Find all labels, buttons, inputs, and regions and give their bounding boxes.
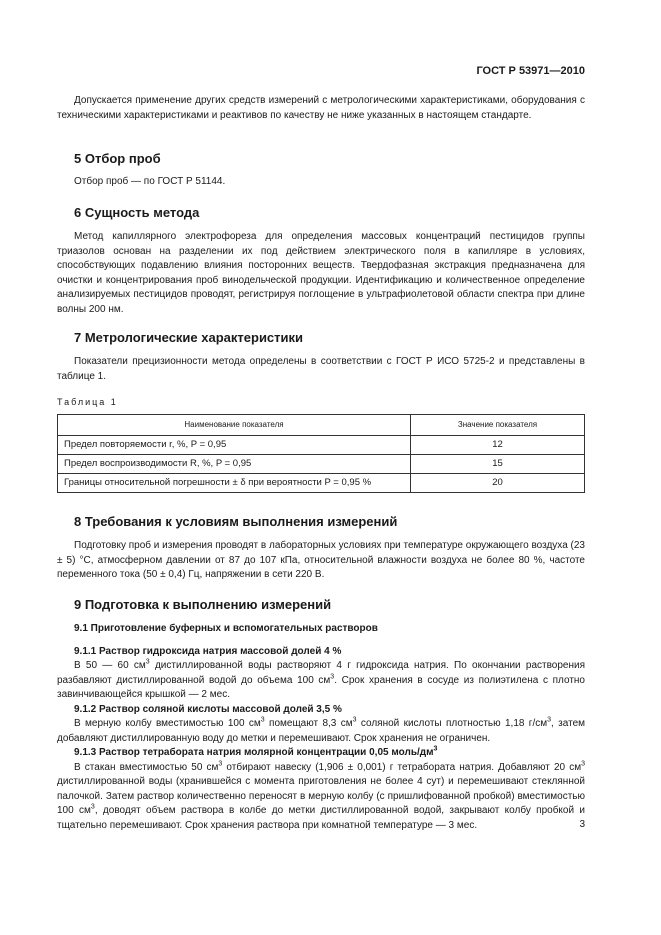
table-cell-name: Границы относительной погрешности ± δ при вероятности P = 0,95 % <box>58 474 411 493</box>
section-7-title: 7 Метрологические характеристики <box>74 330 304 345</box>
table-cell-value: 15 <box>411 455 585 474</box>
table-row <box>58 474 585 493</box>
text-run: 9.1.3 Раствор тетрабората натрия молярной концентрации 0,05 моль/дм <box>74 747 434 758</box>
subsection-9-1-3-title <box>57 746 585 761</box>
text-run: В стакан вместимостью 50 см <box>74 761 219 773</box>
section-9 <box>57 597 585 833</box>
subsection-9-1-2-text <box>57 717 585 746</box>
superscript: 3 <box>218 760 223 768</box>
document-page <box>57 0 585 935</box>
superscript: 3 <box>260 716 265 724</box>
table-header-name: Наименование показателя <box>58 415 411 436</box>
superscript: 3 <box>433 745 438 753</box>
superscript: 3 <box>330 673 335 681</box>
table-1 <box>57 414 585 493</box>
text-run: . Срок хранения в сосуде из полиэтилена с плотно завинчивающейся крышкой — 2 мес. <box>57 674 585 700</box>
table-cell-value: 12 <box>411 436 585 455</box>
text-run: дистиллированной воды растворяют 4 г гидроксида натрия. По окончании растворения разбавляют дистиллированной водой до объема 100 см <box>57 660 585 686</box>
text-run: соляной кислоты плотностью 1,18 г/см <box>356 718 548 729</box>
table-cell-name: Предел повторяемости r, %, P = 0,95 <box>58 436 411 455</box>
section-5-text: Отбор проб — по ГОСТ Р 51144. <box>74 176 226 187</box>
intro-paragraph: Допускается применение других средств измерений с метрологическими характеристиками, оборудования с техническими характеристиками и реактивов по качеству не ниже указанных в настоящем стандарте. <box>57 95 585 121</box>
section-9-title: 9 Подготовка к выполнению измерений <box>74 597 332 612</box>
section-5 <box>57 151 585 190</box>
table-cell-name: Предел воспроизводимости R, %, P = 0,95 <box>58 455 411 474</box>
intro-section <box>57 94 585 123</box>
superscript: 3 <box>145 658 150 666</box>
section-8 <box>57 514 585 583</box>
section-7-text: Показатели прецизионности метода определены в соответствии с ГОСТ Р ИСО 5725-2 и представлены в таблице 1. <box>57 356 585 382</box>
section-6-text: Метод капиллярного электрофореза для определения массовых концентраций пестицидов группы триазолов основан на разделении их под действием электрического поля в капилляре в условиях, способствующих подавлению влияния посторонних веществ. Твердофазная экстракция предназначена для очистки и концентрирования проб винодельческой продукции. Идентификацию и количественное определение анализируемых пестицидов проводят, регистрируя поглощение в ультрафиолетовой области спектра при длине волны 200 нм. <box>57 231 585 315</box>
section-6-title: 6 Сущность метода <box>74 205 200 220</box>
table-header-value: Значение показателя <box>411 415 585 436</box>
text-run: , доводят объем раствора в колбе до метки дистиллированной водой, закрывают колбу пробкой и тщательно перемешивают. Срок хранения раствора при комнатной температуре — 3 мес. <box>57 805 585 831</box>
text-run: отбирают навеску (1,906 ± 0,001) г тетрабората натрия. Добавляют 20 см <box>222 761 582 773</box>
subsection-9-1-1-title: 9.1.1 Раствор гидроксида натрия массовой долей 4 % <box>74 645 342 657</box>
document-id-header: ГОСТ Р 53971—2010 <box>476 65 585 77</box>
text-run: , затем добавляют дистиллированную воду до метки и перемешивают. Срок хранения не ограничен. <box>57 718 586 744</box>
table-row <box>58 436 585 455</box>
text-run: В мерную колбу вместимостью 100 см <box>74 718 261 729</box>
section-8-title: 8 Требования к условиям выполнения измерений <box>74 514 398 529</box>
superscript: 3 <box>352 716 357 724</box>
superscript: 3 <box>547 716 552 724</box>
subsection-9-1-3-text <box>57 761 585 834</box>
table-1-caption: Таблица 1 <box>57 397 118 407</box>
text-run: В 50 — 60 см <box>74 660 146 671</box>
text-run: помещают 8,3 см <box>264 718 353 729</box>
superscript: 3 <box>581 760 586 768</box>
table-row <box>58 455 585 474</box>
text-run: дистиллированной воды (хранившейся с момента приготовления не более 4 сут) и перемешивают стеклянной палочкой. Затем раствор количественно переносят в мерную колбу (с пришлифованной пробкой) вместимостью 100 см <box>57 776 585 816</box>
table-cell-value: 20 <box>411 474 585 493</box>
subsection-9-1-title: 9.1 Приготовление буферных и вспомогательных растворов <box>74 623 378 634</box>
section-7 <box>57 330 585 384</box>
superscript: 3 <box>90 803 95 811</box>
section-5-title: 5 Отбор проб <box>74 151 161 166</box>
page-number: 3 <box>579 819 585 830</box>
section-6 <box>57 205 585 317</box>
subsection-9-1-1-text <box>57 659 585 703</box>
table-header-row <box>58 415 585 436</box>
section-8-text: Подготовку проб и измерения проводят в лабораторных условиях при температуре окружающего воздуха (23 ± 5) °С, атмосферном давлении от 87 до 107 кПа, относительной влажности воздуха не более 80 %, частоте переменного тока (50 ± 0,4) Гц, напряжении в сети 220 В. <box>57 540 585 580</box>
subsection-9-1-2-title: 9.1.2 Раствор соляной кислоты массовой долей 3,5 % <box>74 703 342 715</box>
